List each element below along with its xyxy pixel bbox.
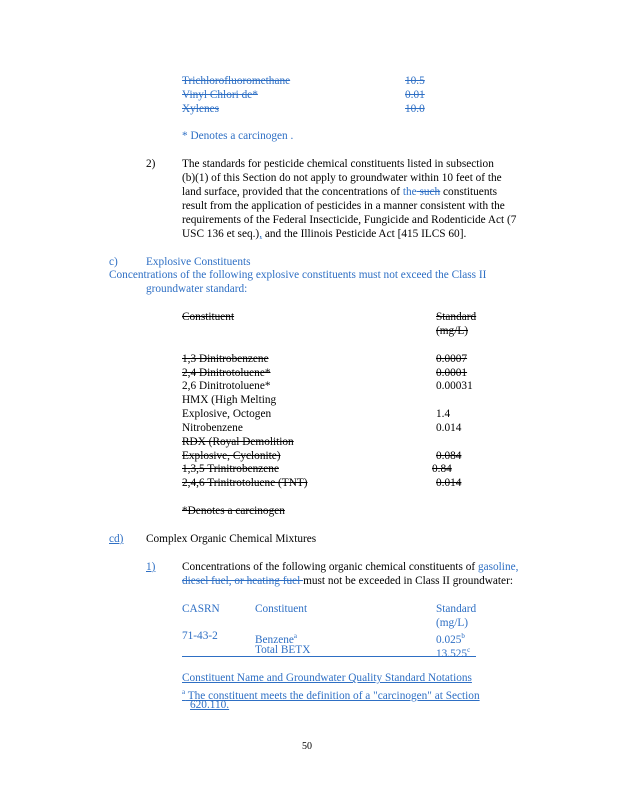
betx-row2-name: Total BETX	[255, 644, 311, 656]
explosive-header-standard: Standard	[436, 311, 477, 323]
item2-line1: The standards for pesticide chemical constituents listed in subsection	[182, 158, 494, 170]
item1-insert-gasoline: gasoline,	[477, 561, 519, 573]
section-c-line1: Concentrations of the following explosive constituents must not exceed the Class II	[109, 269, 487, 281]
explosive-footnote: *Denotes a carcinogen	[182, 505, 285, 517]
section-c-label: c)	[109, 256, 118, 268]
explosive-row-7-value: 0.084	[436, 450, 462, 462]
item2-insert-comma: ,	[259, 228, 263, 240]
explosive-row-0-value: 0.0007	[436, 353, 468, 365]
page-number: 50	[302, 741, 312, 752]
notations-line2: 620.110.	[190, 699, 230, 711]
carcinogen-note: * Denotes a carcinogen .	[182, 130, 294, 142]
explosive-row-1-value: 0.0001	[436, 367, 468, 379]
section-c-line2: groundwater standard:	[146, 283, 248, 295]
item2-line6	[182, 228, 466, 242]
betx-header-constituent: Constituent	[255, 603, 308, 615]
section-c-title: Explosive Constituents	[146, 256, 251, 268]
item2-line4: result from the application of pesticides in a manner consistent with the	[182, 200, 505, 212]
betx-row2-value-sup: c	[467, 646, 471, 654]
explosive-row-5-name: Nitrobenzene	[182, 422, 243, 434]
item2-line3a: land surface, provided that the concentrations of	[182, 186, 403, 198]
explosive-row-6-name: RDX (Royal Demolition	[182, 436, 294, 448]
explosive-row-4-name: Explosive, Octogen	[182, 408, 272, 420]
item2-number: 2)	[146, 158, 156, 170]
item1-number: 1)	[146, 561, 156, 573]
item2-line3	[182, 186, 497, 200]
explosive-row-1-name: 2,4 Dinitrotoluene*	[182, 367, 271, 379]
item2-line2: (b)(1) of this Section do not apply to groundwater within 10 feet of the	[182, 172, 502, 184]
betx-row1-name: Benzene	[255, 633, 294, 646]
explosive-row-8-name: 1,3,5 Trinitrobenzene	[182, 463, 279, 475]
explosive-row-5-value: 0.014	[436, 422, 462, 434]
top-table-value-2: 10.0	[405, 103, 425, 115]
betx-header-units: (mg/L)	[436, 617, 468, 629]
betx-row2-standard	[436, 644, 470, 661]
explosive-header-units: (mg/L)	[436, 325, 468, 337]
item1-deleted-fuels: diesel fuel, or heating fuel	[182, 575, 304, 587]
explosive-row-0-name: 1,3 Dinitrobenzene	[182, 353, 269, 365]
top-table-name-2: Xylenes	[182, 103, 220, 115]
explosive-row-2-value: 0.00031	[436, 380, 473, 392]
top-table-name-0: Trichlorofluoromethane	[182, 75, 291, 87]
item1-line2	[182, 575, 513, 589]
notations-title: Constituent Name and Groundwater Quality Standard Notations	[182, 672, 472, 684]
betx-row1-name-sup: a	[293, 632, 297, 640]
explosive-header-constituent: Constituent	[182, 311, 235, 323]
explosive-row-8-value: 0.84	[432, 463, 452, 475]
top-table-value-0: 10.5	[405, 75, 425, 87]
item2-line6a: USC 136 et seq.)	[182, 228, 260, 240]
betx-row-underline	[182, 656, 476, 657]
item1-line1	[182, 561, 518, 575]
top-table-name-1: Vinyl Chlori de*	[182, 89, 258, 101]
item2-line5: requirements of the Federal Insecticide, Fungicide and Rodenticide Act (7	[182, 214, 517, 226]
top-table-value-1: 0.01	[405, 89, 425, 101]
section-d-label: cd)	[109, 533, 124, 545]
betx-row1-casrn: 71-43-2	[182, 630, 218, 642]
betx-header-casrn: CASRN	[182, 603, 220, 615]
item2-deleted-such: such	[416, 186, 441, 198]
notations-sup: a	[182, 688, 186, 696]
betx-row1-value: 0.025	[436, 633, 462, 646]
item2-insert-the: the	[402, 186, 417, 198]
explosive-row-7-name: Explosive, Cyclonite)	[182, 450, 281, 462]
item1-line1a: Concentrations of the following organic chemical constituents of	[182, 561, 478, 573]
item2-line3d: constituents	[440, 186, 497, 198]
section-d-title: Complex Organic Chemical Mixtures	[146, 533, 317, 545]
item2-line6c: and the Illinois Pesticide Act [415 ILCS 60].	[262, 228, 467, 240]
betx-row1-value-sup: b	[461, 632, 465, 640]
notations-line1-text: The constituent meets the definition of a "carcinogen" at Section	[185, 689, 480, 702]
explosive-row-3-name: HMX (High Melting	[182, 394, 277, 406]
explosive-row-2-name: 2,6 Dinitrotoluene*	[182, 380, 271, 392]
explosive-row-4-value: 1.4	[436, 408, 451, 420]
betx-header-standard: Standard	[436, 603, 477, 615]
explosive-row-9-value: 0.014	[436, 477, 462, 489]
item1-line2b: must not be exceeded in Class II groundwater:	[303, 575, 513, 587]
betx-row2-value: 13.525	[436, 647, 468, 660]
explosive-row-9-name: 2,4,6 Trinitrotoluene (TNT)	[182, 477, 308, 489]
